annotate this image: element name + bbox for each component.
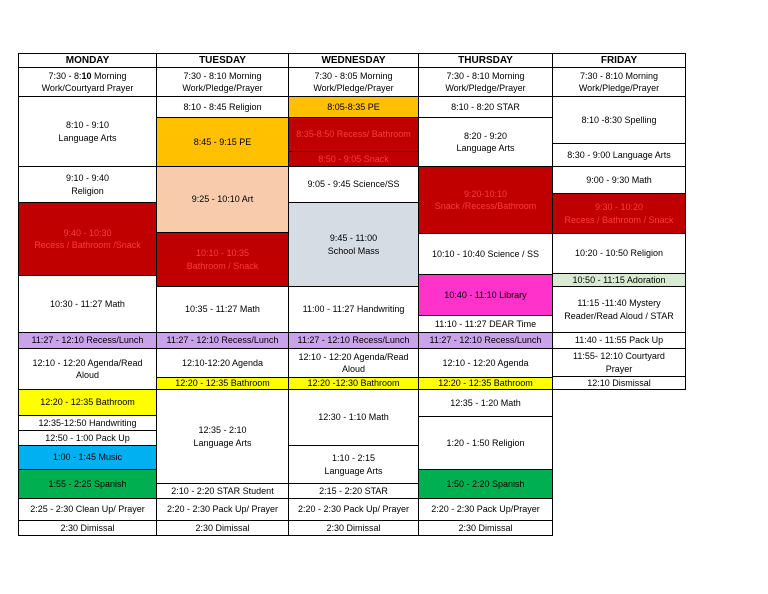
slot-label: 8:10 - 8:45 Religion (183, 101, 262, 112)
wednesday-slot-lunch (288, 332, 419, 349)
monday-slot-bathroom (18, 389, 157, 416)
wednesday-slot-science (288, 166, 419, 203)
tuesday-slot-math (156, 286, 289, 333)
slot-label: 2:30 Dimissal (60, 522, 115, 533)
friday-slot-spelling (552, 96, 686, 144)
thursday-slot-snack (418, 166, 553, 234)
slot-time-a: 7:30 - 8: (48, 70, 82, 81)
wednesday-slot-star (288, 483, 419, 499)
slot-time: 9:10 - 9:40 (65, 173, 110, 184)
slot-label: Work/Courtyard Prayer (41, 83, 134, 93)
tuesday-slot-agenda (156, 348, 289, 378)
slot-label: Religion (71, 185, 104, 196)
slot-label: 11:27 - 12:10 Recess/Lunch (166, 335, 279, 346)
wednesday-slot-mass (288, 202, 419, 287)
monday-slot-handwriting (18, 415, 157, 431)
thursday-slot-science (418, 233, 553, 275)
slot-label: Recess / Bathroom /Snack (34, 240, 141, 250)
wednesday-slot-language-arts (288, 445, 419, 484)
slot-label: 8:10 -8:30 Spelling (581, 114, 657, 125)
slot-label: 1:20 - 1:50 Religion (446, 437, 525, 448)
tuesday-slot-lunch (156, 332, 289, 349)
slot-label: 12:20 - 12:35 Bathroom (40, 397, 135, 408)
slot-label: Work/Pledge/Prayer (182, 83, 263, 93)
slot-label: Prayer (605, 363, 633, 374)
thursday-slot-star (418, 96, 553, 118)
friday-slot-math (552, 166, 686, 194)
slot-time-b: 10 (81, 70, 92, 81)
slot-label: 11:40 - 11:55 Pack Up (574, 335, 664, 346)
thursday-slot-library (418, 274, 553, 316)
slot-label: 2:20 - 2:30 Pack Up/Prayer (431, 504, 540, 515)
slot-label: Reader/Read Aloud / STAR (564, 310, 674, 321)
header-friday: FRIDAY (552, 53, 686, 68)
slot-label: 10:30 - 11:27 Math (50, 298, 125, 309)
slot-label: 12:10 - 12:20 Agenda (442, 357, 529, 368)
slot-time: 7:30 - 8:05 Morning (314, 70, 393, 81)
slot-time-c: Morning (94, 70, 127, 81)
wednesday-slot-dismissal (288, 520, 419, 536)
slot-label: 2:20 - 2:30 Pack Up/ Prayer (166, 504, 279, 515)
slot-label: 10:40 - 11:10 Library (444, 289, 527, 300)
slot-label: 1:55 - 2:25 Spanish (48, 478, 127, 489)
monday-slot-math (18, 275, 157, 333)
wednesday-slot-morning (288, 67, 419, 97)
slot-label: 11:27 - 12:10 Recess/Lunch (31, 335, 144, 346)
slot-time (48, 70, 126, 82)
thursday-slot-lunch (418, 332, 553, 349)
slot-label: 12:20 -12:30 Bathroom (307, 378, 400, 389)
slot-label: Bathroom / Snack (186, 260, 259, 271)
friday-slot-language-arts (552, 143, 686, 167)
wednesday-slot-handwriting (288, 286, 419, 333)
thursday-slot-spanish (418, 469, 553, 499)
slot-label: 1:50 - 2:20 Spanish (446, 478, 525, 489)
slot-time: 7:30 - 8:10 Morning (183, 70, 262, 81)
header-tuesday: TUESDAY (156, 53, 289, 68)
slot-label: 2:20 - 2:30 Pack Up/ Prayer (297, 504, 410, 515)
monday-slot-religion (18, 166, 157, 203)
thursday-slot-pack-up (418, 498, 553, 521)
slot-label: 11:00 - 11:27 Handwriting (302, 304, 405, 315)
slot-label: 12:20 - 12:35 Bathroom (438, 378, 533, 389)
tuesday-slot-language-arts (156, 389, 289, 484)
slot-label: 12:50 - 1:00 Pack Up (45, 432, 130, 443)
thursday-slot-religion (418, 416, 553, 470)
slot-time: 11:15 -11:40 Mystery (577, 298, 661, 309)
slot-label: Aloud (341, 364, 366, 374)
tuesday-slot-pe (156, 117, 289, 167)
slot-label: Snack /Recess/Bathroom (434, 201, 537, 211)
thursday-slot-dear-time (418, 315, 553, 333)
friday-slot-pack-up (552, 332, 686, 349)
tuesday-slot-pack-up (156, 498, 289, 521)
slot-label: Language Arts (58, 132, 117, 143)
wednesday-slot-agenda (288, 348, 419, 378)
slot-label: 2:30 Dimissal (326, 522, 381, 533)
tuesday-slot-star-student (156, 483, 289, 499)
slot-label: 12:30 - 1:10 Math (318, 412, 389, 423)
tuesday-slot-morning (156, 67, 289, 97)
slot-label: 9:00 - 9:30 Math (586, 174, 652, 185)
slot-label: Recess / Bathroom / Snack (564, 214, 674, 225)
monday-slot-spanish (18, 469, 157, 499)
friday-slot-mystery-reader (552, 286, 686, 333)
slot-label: 11:27 - 12:10 Recess/Lunch (297, 335, 410, 346)
slot-time: 1:10 - 2:15 (331, 453, 376, 464)
slot-time: 9:45 - 11:00 (329, 233, 378, 244)
slot-time: 9:20-10:10 (463, 188, 508, 199)
slot-label: 11:27 - 12:10 Recess/Lunch (429, 335, 542, 346)
slot-label: 8:45 - 9:15 PE (193, 136, 252, 147)
slot-label: Work/Pledge/Prayer (313, 83, 394, 93)
slot-label: Work/Pledge/Prayer (578, 83, 660, 93)
slot-label: 10:50 - 11:15 Adoration (572, 274, 666, 285)
slot-label: School Mass (327, 245, 380, 256)
monday-slot-clean-up (18, 498, 157, 521)
wednesday-slot-pack-up (288, 498, 419, 521)
slot-time: 9:40 - 10:30 (63, 227, 112, 238)
slot-time: 7:30 - 8:10 Morning (579, 70, 659, 81)
thursday-slot-morning (418, 67, 553, 97)
slot-label: 9:05 - 9:45 Science/SS (307, 179, 400, 190)
slot-label: 10:35 - 11:27 Math (185, 304, 260, 315)
header-monday: MONDAY (18, 53, 157, 68)
slot-label: Language Arts (193, 437, 252, 448)
slot-time: 8:20 - 9:20 (463, 130, 508, 141)
slot-time: 9:30 - 10:20 (594, 202, 644, 213)
friday-slot-religion (552, 233, 686, 274)
slot-label: 12:35 - 1:20 Math (450, 397, 521, 408)
slot-time: 12:10 - 12:20 Agenda/Read (298, 351, 409, 362)
monday-slot-recess (18, 202, 157, 276)
wednesday-slot-snack (288, 151, 419, 167)
wednesday-slot-math (288, 389, 419, 446)
monday-slot-agenda (18, 348, 157, 390)
monday-slot-language-arts (18, 96, 157, 167)
slot-label: 10:10 - 10:40 Science / SS (431, 248, 540, 259)
tuesday-slot-dismissal (156, 520, 289, 536)
wednesday-slot-pe (288, 96, 419, 118)
slot-label: Work/Pledge/Prayer (445, 83, 526, 93)
slot-label: 2:25 - 2:30 Clean Up/ Prayer (30, 504, 145, 515)
wednesday-slot-recess (288, 117, 419, 152)
slot-time: 8:10 - 9:10 (65, 120, 110, 131)
monday-slot-music (18, 445, 157, 470)
slot-label: 8:05-8:35 PE (327, 101, 380, 112)
slot-label: 12:10-12:20 Agenda (181, 357, 264, 368)
friday-slot-dismissal (552, 376, 686, 390)
slot-label: 12:10 Dismissal (587, 377, 651, 388)
monday-slot-pack-up (18, 430, 157, 446)
slot-time: 7:30 - 8:10 Morning (446, 70, 525, 81)
friday-slot-courtyard-prayer (552, 348, 686, 377)
friday-slot-morning (552, 67, 686, 97)
slot-label: 2:30 Dimissal (195, 522, 250, 533)
slot-label: 2:10 - 2:20 STAR Student (171, 485, 274, 496)
thursday-slot-agenda (418, 348, 553, 378)
slot-time: 11:55- 12:10 Courtyard (573, 351, 665, 362)
slot-time: 10:10 - 10:35 (195, 248, 250, 259)
slot-label: 8:35-8:50 Recess/ Bathroom (296, 129, 411, 140)
slot-label: 9:25 - 10:10 Art (191, 194, 254, 205)
monday-slot-lunch (18, 332, 157, 349)
slot-label: Language Arts (456, 143, 515, 153)
tuesday-slot-religion (156, 96, 289, 118)
slot-label: Language Arts (324, 465, 383, 476)
slot-label: 2:15 - 2:20 STAR (319, 485, 388, 496)
thursday-slot-dismissal (418, 520, 553, 536)
slot-time: 12:10 - 12:20 Agenda/Read (32, 357, 143, 368)
slot-label: Aloud (75, 370, 100, 380)
slot-label: 12:35-12:50 Handwriting (38, 417, 137, 428)
slot-label: 11:10 - 11:27 DEAR Time (434, 318, 537, 329)
slot-label: 2:30 Dimissal (458, 522, 513, 533)
tuesday-slot-snack (156, 232, 289, 287)
slot-label: 1:00 - 1:45 Music (52, 452, 123, 463)
monday-slot-dismissal (18, 520, 157, 536)
slot-label: 10:20 - 10:50 Religion (574, 248, 664, 259)
slot-label: 8:50 - 9:05 Snack (318, 153, 389, 164)
header-wednesday: WEDNESDAY (288, 53, 419, 68)
thursday-slot-math (418, 389, 553, 417)
friday-slot-adoration (552, 273, 686, 287)
header-thursday: THURSDAY (418, 53, 553, 68)
slot-label: 12:20 - 12:35 Bathroom (175, 378, 270, 389)
slot-label: 8:30 - 9:00 Language Arts (567, 149, 671, 160)
monday-slot-morning (18, 67, 157, 97)
friday-slot-recess (552, 193, 686, 234)
thursday-slot-language-arts (418, 117, 553, 167)
tuesday-slot-art (156, 166, 289, 233)
slot-label: 8:10 - 8:20 STAR (451, 101, 520, 112)
slot-time: 12:35 - 2:10 (198, 425, 247, 436)
